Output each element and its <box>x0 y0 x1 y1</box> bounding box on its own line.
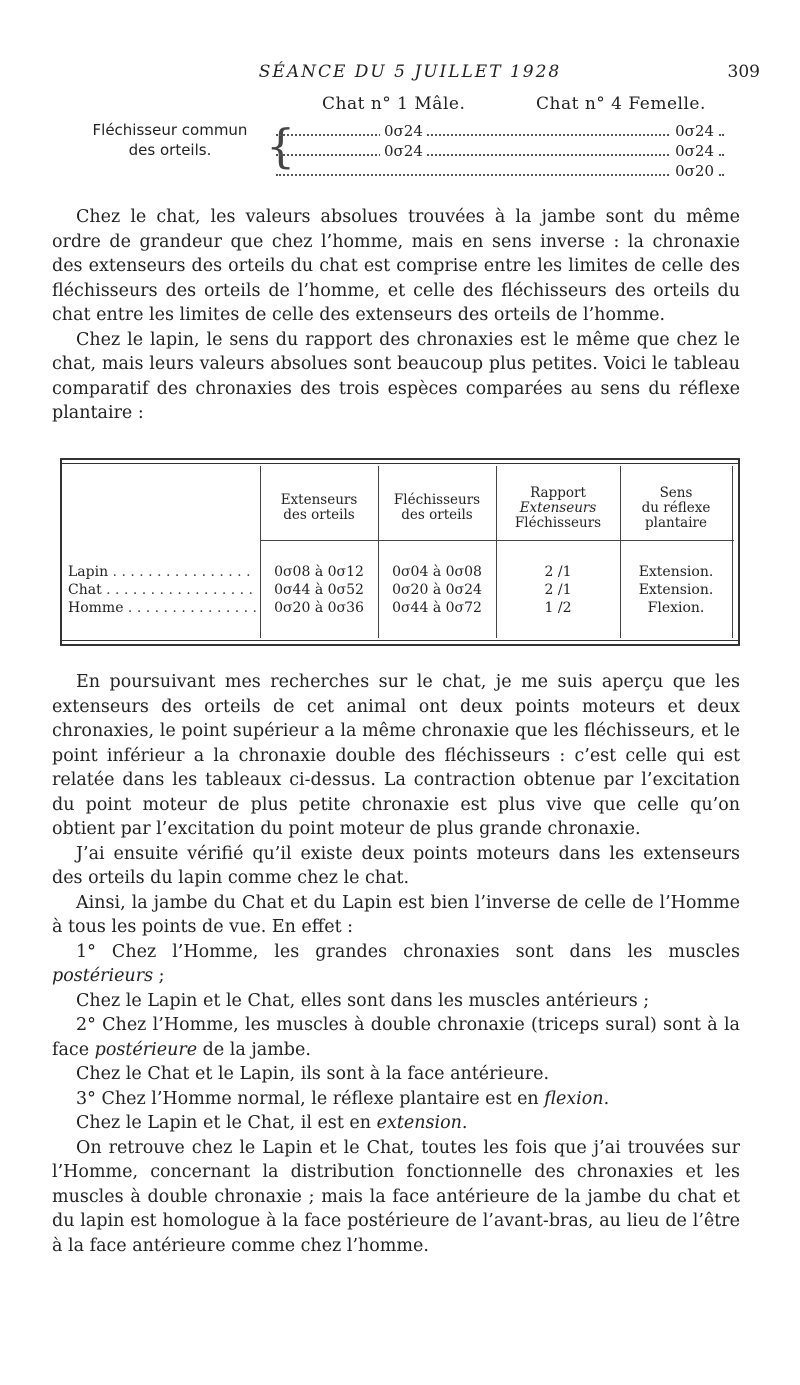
running-title: SÉANCE DU 5 JUILLET 1928 <box>258 62 562 82</box>
header-rapport: Rapport Extenseurs Fléchisseurs <box>514 484 602 531</box>
paragraph: 2° Chez l’Homme, les muscles à double chronaxie (triceps sural) sont à la face postérieure de la jambe. <box>52 1015 740 1060</box>
value-row <box>276 162 724 182</box>
value-row <box>276 142 724 162</box>
paragraph: Chez le Lapin et le Chat, elles sont dans les muscles antérieurs ; <box>76 990 650 1011</box>
ratio-value: 1 /2 <box>544 600 572 616</box>
text-block-1 <box>52 205 740 426</box>
leader-dots <box>276 134 724 136</box>
paragraph: Ainsi, la jambe du Chat et du Lapin est bien l’inverse de celle de l’Homme à tous les points de vue. En effet : <box>52 892 740 937</box>
value-cat-4: 0σ24 <box>671 142 718 160</box>
brace-icon: { <box>266 119 296 173</box>
header-extenseurs: Extenseurs des orteils <box>280 492 358 523</box>
running-header <box>60 62 760 86</box>
table-row <box>60 582 740 600</box>
ratio-value: 2 /1 <box>544 582 572 598</box>
flexor-label <box>60 120 280 160</box>
comparison-table <box>60 458 740 646</box>
paragraph: Chez le Chat et le Lapin, ils sont à la face antérieure. <box>76 1064 550 1084</box>
value-cat-4: 0σ20 <box>671 162 718 180</box>
flexor-value: 0σ20 à 0σ24 <box>392 582 482 598</box>
value-row <box>276 122 724 142</box>
page-number: 309 <box>727 62 760 82</box>
flexor-label-line-1: Fléchisseur commun <box>92 121 248 139</box>
extensor-value: 0σ44 à 0σ52 <box>274 582 364 598</box>
value-cat-1: 0σ24 <box>380 122 427 140</box>
header-sens: Sens du réflexe plantaire <box>641 484 711 531</box>
reflex-value: Flexion. <box>647 600 705 616</box>
paragraph: Chez le Lapin et le Chat, il est en extension. <box>76 1113 468 1133</box>
extensor-value: 0σ08 à 0σ12 <box>274 564 364 580</box>
reflex-value: Extension. <box>638 564 714 580</box>
text-block-2 <box>52 670 740 1258</box>
paragraph: En poursuivant mes recherches sur le chat, je me suis aperçu que les extenseurs des orteils de cet animal ont deux points moteurs et deux chronaxies, le point supérieur a la même chronaxie que les fléchisseurs, et le point inférieur a la chronaxie double des fléchisseurs : c’est celle qui est relatée dans les tableaux ci-dessus. La contraction obtenue par l’excitation du point moteur de plus petite chronaxie est plus vive que celle qu’on obtient par l’excitation du point moteur de plus grande chronaxie. <box>52 672 740 839</box>
paragraph: 1° Chez l’Homme, les grandes chronaxies sont dans les muscles postérieurs ; <box>52 941 740 986</box>
value-cat-1: 0σ24 <box>380 142 427 160</box>
leader-dots <box>276 154 724 156</box>
value-cat-4: 0σ24 <box>671 122 718 140</box>
extensor-value: 0σ20 à 0σ36 <box>274 600 364 616</box>
reflex-value: Extension. <box>638 582 714 598</box>
table-row <box>60 564 740 582</box>
species-name: Lapin . . . <box>68 564 256 580</box>
paragraph: J’ai ensuite vérifié qu’il existe deux points moteurs dans les extenseurs des orteils du lapin comme chez le chat. <box>52 843 740 888</box>
table-row <box>60 600 740 618</box>
species-name: Chat . . . <box>68 582 256 598</box>
paragraph: On retrouve chez le Lapin et le Chat, toutes les fois que j’ai trouvées sur l’Homme, concernant la distribution fonctionnelle des chronaxies et les muscles à double chronaxie ; mais la face antérieure de la jambe du chat et du lapin est homologue à la face postérieure de l’avant-bras, au lieu de l’être à la face antérieure comme chez l’homme. <box>52 1137 740 1256</box>
paragraph: Chez le chat, les valeurs absolues trouvées à la jambe sont du même ordre de grandeur que chez l’homme, mais en sens inverse : la chronaxie des extenseurs des orteils du chat est comprise entre les limites de celle des fléchisseurs des orteils de l’homme, et celle des fléchisseurs des orteils du chat entre les limites de celle des extenseurs des orteils de l’homme. <box>52 207 740 325</box>
species-name: Homme . . . <box>68 600 256 616</box>
paragraph: Chez le lapin, le sens du rapport des chronaxies est le même que chez le chat, mais leurs valeurs absolues sont beaucoup plus petites. Voici le tableau comparatif des chronaxies des trois espèces comparées au sens du réflexe plantaire : <box>52 329 740 423</box>
cat-1-header: Chat n° 1 Mâle. <box>322 94 466 114</box>
ratio-value: 2 /1 <box>544 564 572 580</box>
paragraph: 3° Chez l’Homme normal, le réflexe plantaire est en flexion. <box>76 1088 610 1109</box>
flexor-label-line-2: des orteils. <box>128 141 212 159</box>
flexor-value: 0σ44 à 0σ72 <box>392 600 482 616</box>
cat-4-header: Chat n° 4 Femelle. <box>536 94 706 114</box>
flexor-value: 0σ04 à 0σ08 <box>392 564 482 580</box>
leader-dots <box>276 174 724 176</box>
header-flechisseurs: Fléchisseurs des orteils <box>393 492 481 523</box>
